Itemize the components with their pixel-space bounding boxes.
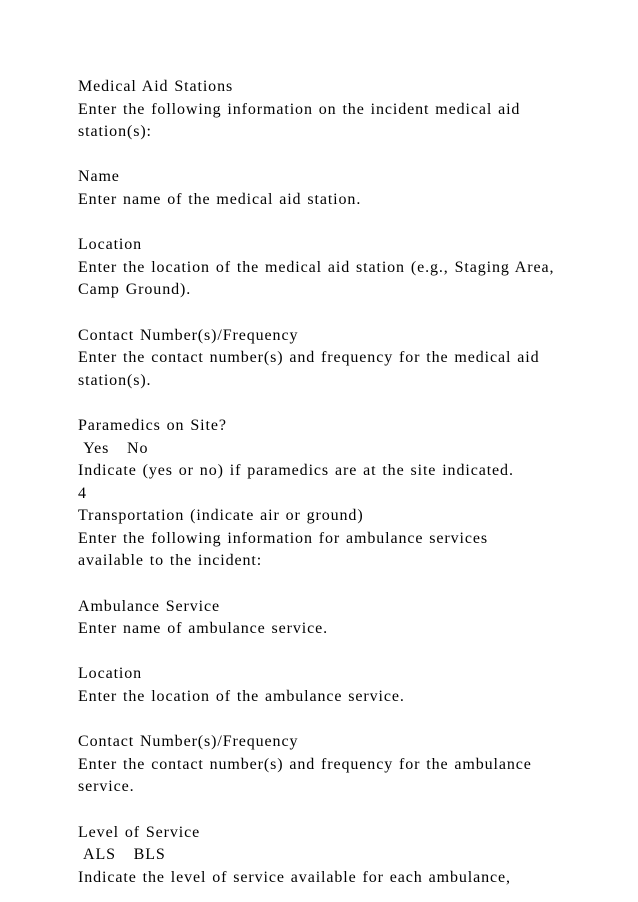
blank-line: [78, 302, 598, 325]
instruction-line: station(s).: [78, 371, 152, 389]
instruction-line: Enter the following information on the incident medical aid: [78, 100, 521, 118]
instruction-line: available to the incident:: [78, 552, 263, 570]
blank-line: [78, 641, 598, 664]
instruction-line: Camp Ground).: [78, 281, 192, 299]
instruction-line: Enter the location of the medical aid station (e.g., Staging Area,: [78, 258, 555, 276]
blank-line: [78, 392, 598, 415]
yes-no-options: Yes No: [78, 439, 149, 457]
field-heading-name: Name: [78, 168, 120, 186]
blank-line: [78, 709, 598, 732]
instruction-line: service.: [78, 778, 135, 796]
als-bls-options: ALS BLS: [78, 846, 166, 864]
blank-line: [78, 573, 598, 596]
instruction-line: Enter name of the medical aid station.: [78, 190, 362, 208]
document-text: [78, 76, 598, 889]
field-heading-location: Location: [78, 665, 143, 683]
field-heading-ambulance-service: Ambulance Service: [78, 597, 221, 615]
instruction-line: Enter the contact number(s) and frequency for the ambulance: [78, 755, 532, 773]
field-heading-level-of-service: Level of Service: [78, 823, 201, 841]
instruction-line: Enter the location of the ambulance service.: [78, 688, 405, 706]
field-heading-location: Location: [78, 236, 143, 254]
field-heading-paramedics-on-site: Paramedics on Site?: [78, 416, 227, 434]
section-number: 4: [78, 484, 87, 502]
field-heading-contact-number: Contact Number(s)/Frequency: [78, 326, 299, 344]
instruction-line: station(s):: [78, 123, 152, 141]
blank-line: [78, 799, 598, 822]
section-heading-medical-aid-stations: Medical Aid Stations: [78, 78, 234, 95]
instruction-line: Enter name of ambulance service.: [78, 620, 329, 638]
field-heading-contact-number: Contact Number(s)/Frequency: [78, 733, 299, 751]
blank-line: [78, 144, 598, 167]
blank-line: [78, 212, 598, 235]
instruction-line: Indicate (yes or no) if paramedics are at the site indicated.: [78, 462, 514, 480]
section-heading-transportation: Transportation (indicate air or ground): [78, 507, 364, 525]
instruction-line: Enter the contact number(s) and frequency for the medical aid: [78, 349, 540, 367]
instruction-line: Enter the following information for ambulance services: [78, 529, 489, 547]
instruction-line: Indicate the level of service available for each ambulance,: [78, 868, 511, 886]
